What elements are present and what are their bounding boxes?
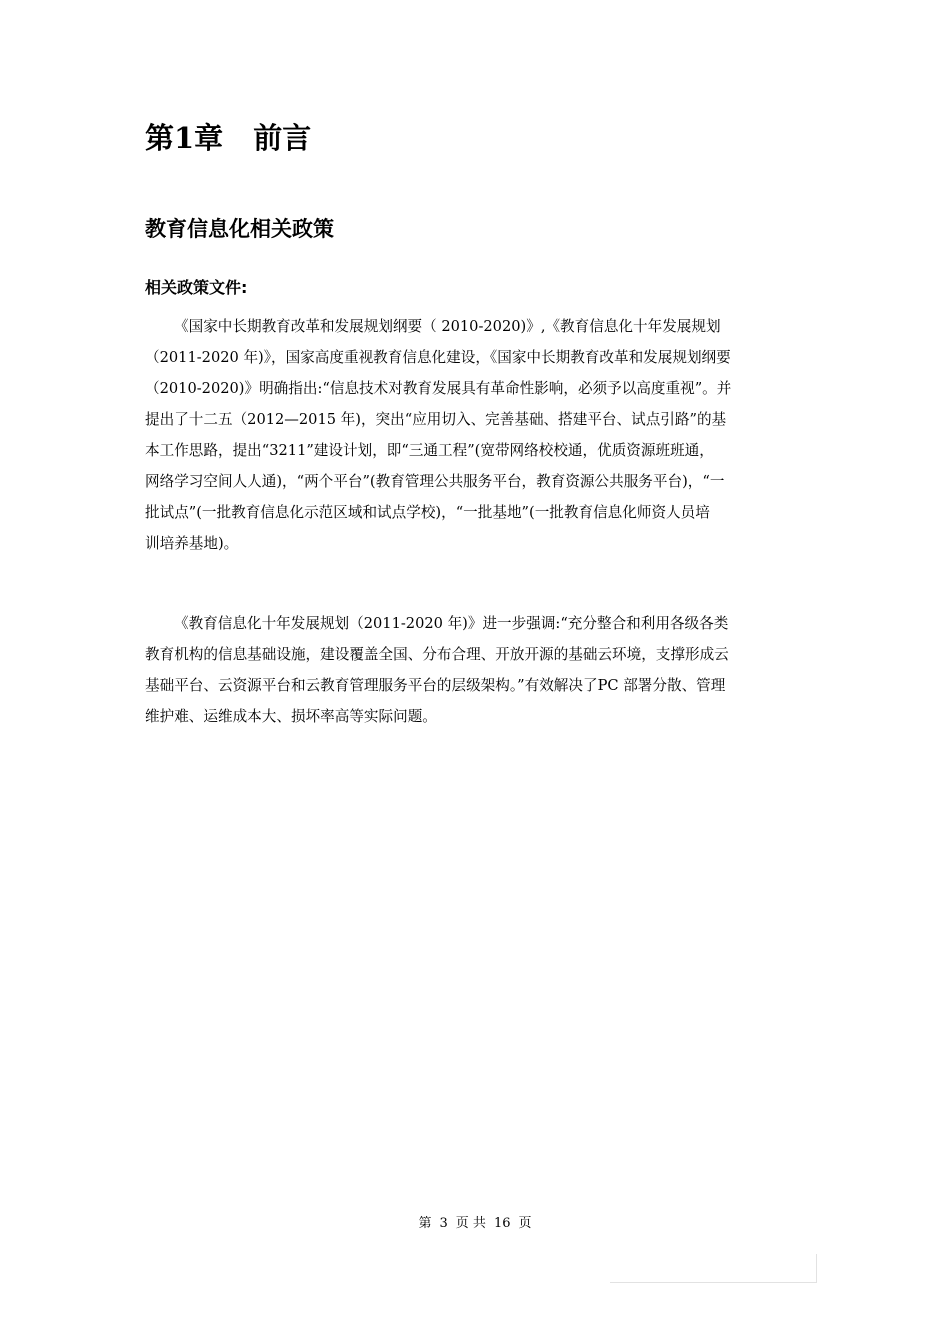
paragraph-line: 提出了十二五（2012—2015 年)，突出“应用切入、完善基础、搭建平台、试点引路”的基 <box>145 411 727 428</box>
paragraph-line: 《国家中长期教育改革和发展规划纲要（ 2010-2020)》,《教育信息化十年发展规划 <box>174 318 721 335</box>
subsection-title: 相关政策文件: <box>145 278 248 297</box>
paragraph-line: （2011-2020 年)》，国家高度重视教育信息化建设，《国家中长期教育改革和发展规划纲要 <box>145 349 731 366</box>
chapter-name: 前言 <box>253 121 312 155</box>
current-page-number: 3 <box>439 1216 448 1231</box>
footer-middle: 页 共 <box>455 1216 486 1231</box>
chapter-number: 第1章 <box>145 121 224 155</box>
paragraph-line: 网络学习空间人人通)，“两个平台”(教育管理公共服务平台，教育资源公共服务平台)，“一 <box>145 473 725 490</box>
footer-prefix: 第 <box>418 1216 432 1231</box>
paragraph-line: 维护难、运维成本大、损坏率高等实际问题。 <box>145 708 437 725</box>
paragraph-line: 本工作思路，提出“3211”建设计划，即“三通工程”(宽带网络校校通，优质资源班班通， <box>145 442 714 459</box>
total-page-count: 16 <box>493 1216 511 1231</box>
paragraph-line: （2010-2020)》明确指出:“信息技术对教育发展具有革命性影响，必须予以高度重视”。并 <box>145 380 732 397</box>
paragraph-line: 批试点”(一批教育信息化示范区域和试点学校)，“一批基地”(一批教育信息化师资人员培 <box>145 504 710 521</box>
page-footer <box>0 1213 950 1235</box>
paragraph-line: 《教育信息化十年发展规划（2011-2020 年)》进一步强调:“充分整合和利用各级各类 <box>174 615 729 632</box>
paragraph-line: 训培养基地)。 <box>145 535 239 552</box>
footer-suffix: 页 <box>518 1216 532 1231</box>
chapter-title <box>145 116 311 160</box>
section-title: 教育信息化相关政策 <box>145 217 334 241</box>
paragraph-line: 教育机构的信息基础设施，建设覆盖全国、分布合理、开放开源的基础云环境，支撑形成云 <box>145 646 729 663</box>
policy-paragraph-2 <box>145 608 815 732</box>
page-corner-mark <box>610 1254 817 1283</box>
paragraph-line: 基础平台、云资源平台和云教育管理服务平台的层级架构。”有效解决了PC 部署分散、管理 <box>145 677 726 694</box>
policy-paragraph-1 <box>145 311 815 559</box>
